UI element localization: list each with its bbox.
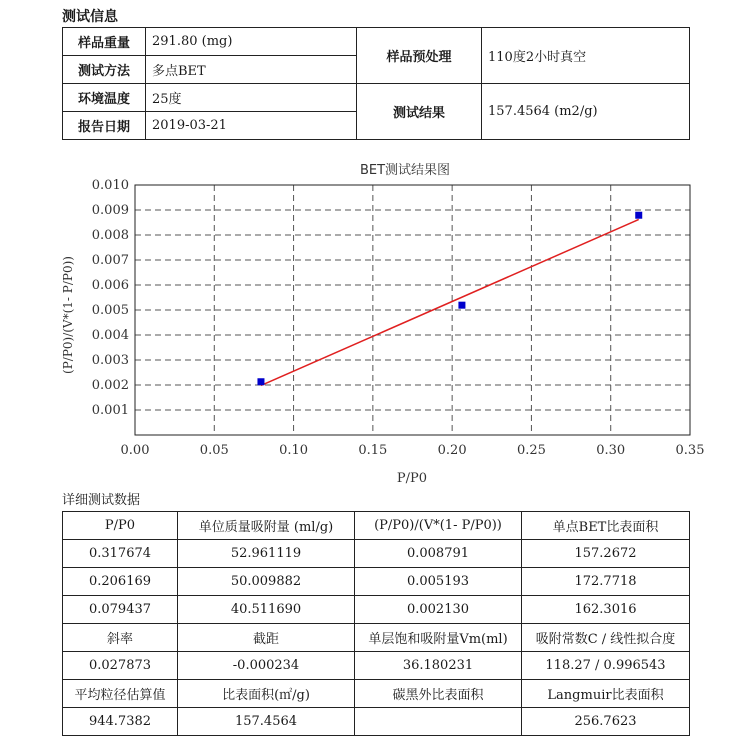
table-cell: 944.7382 [63,708,178,736]
x-tick-label: 0.30 [596,443,626,458]
table-cell: 0.008791 [355,540,522,568]
table-cell: 0.027873 [63,652,178,680]
table-cell: 0.079437 [63,596,178,624]
test-result-value: 157.4564 (m2/g) [482,84,690,140]
axis-ticks [92,178,705,458]
bet-chart [55,155,705,485]
pretreatment-value: 110度2小时真空 [482,28,690,84]
header-cell: 单层饱和吸附量Vm(ml) [355,624,522,652]
header-cell: 单点BET比表面积 [522,512,690,540]
table-cell: 162.3016 [522,596,690,624]
header-cell: (P/P0)/(V*(1- P/P0)) [355,512,522,540]
test-info-table [62,27,690,140]
table-row [63,540,690,568]
header-cell: 比表面积(㎡/g) [178,680,355,708]
data-point [257,378,264,385]
table-row [63,568,690,596]
header-cell: 碳黑外比表面积 [355,680,522,708]
table-row [63,624,690,652]
detail-data-table [62,511,690,736]
table-row [63,680,690,708]
x-tick-label: 0.20 [437,443,467,458]
table-cell: 256.7623 [522,708,690,736]
table-cell: 157.2672 [522,540,690,568]
table-cell: 50.009882 [178,568,355,596]
y-tick-label: 0.009 [91,203,129,218]
sample-weight-label: 样品重量 [63,28,146,56]
table-cell: 157.4564 [178,708,355,736]
data-points [257,212,642,386]
table-row [63,708,690,736]
table-cell: -0.000234 [178,652,355,680]
table-cell: 40.511690 [178,596,355,624]
y-tick-label: 0.002 [91,378,129,393]
report-date-label: 报告日期 [63,112,146,140]
report-date-value: 2019-03-21 [146,112,357,140]
x-tick-label: 0.25 [516,443,546,458]
header-cell: 斜率 [63,624,178,652]
test-info-title: 测试信息 [62,9,118,25]
data-point [635,212,642,219]
chart-title: BET测试结果图 [359,163,451,178]
y-axis-label: (P/P0)/(V*(1- P/P0)) [61,256,75,374]
y-tick-label: 0.003 [91,353,129,368]
ambient-temp-value: 25度 [146,84,357,112]
header-cell: 截距 [178,624,355,652]
x-tick-label: 0.10 [279,443,309,458]
y-tick-label: 0.007 [91,253,129,268]
x-axis-label: P/P0 [396,471,428,485]
header-cell: 单位质量吸附量 (ml/g) [178,512,355,540]
detail-title: 详细测试数据 [62,493,141,508]
fit-line [261,219,639,385]
header-cell: 吸附常数C / 线性拟合度 [522,624,690,652]
table-cell: 0.317674 [63,540,178,568]
y-tick-label: 0.008 [91,228,129,243]
header-cell: P/P0 [63,512,178,540]
table-cell [355,708,522,736]
table-cell: 52.961119 [178,540,355,568]
pretreatment-label: 样品预处理 [357,28,482,84]
table-cell: 0.206169 [63,568,178,596]
header-cell: Langmuir比表面积 [522,680,690,708]
x-tick-label: 0.35 [675,443,705,458]
table-cell: 172.7718 [522,568,690,596]
y-tick-label: 0.001 [91,403,129,418]
y-tick-label: 0.006 [91,278,129,293]
test-result-label: 测试结果 [357,84,482,140]
chart-grid [135,185,690,435]
x-tick-label: 0.00 [120,443,150,458]
header-cell: 平均粒径估算值 [63,680,178,708]
table-cell: 118.27 / 0.996543 [522,652,690,680]
table-row [63,652,690,680]
table-row [63,596,690,624]
y-tick-label: 0.005 [91,303,129,318]
table-row [63,512,690,540]
y-tick-label: 0.004 [91,328,129,343]
y-tick-label: 0.010 [91,178,129,193]
test-method-value: 多点BET [146,56,357,84]
test-method-label: 测试方法 [63,56,146,84]
ambient-temp-label: 环境温度 [63,84,146,112]
table-cell: 0.002130 [355,596,522,624]
x-tick-label: 0.05 [199,443,229,458]
x-tick-label: 0.15 [358,443,388,458]
table-cell: 0.005193 [355,568,522,596]
table-cell: 36.180231 [355,652,522,680]
data-point [458,302,465,309]
sample-weight-value: 291.80 (mg) [146,28,357,56]
